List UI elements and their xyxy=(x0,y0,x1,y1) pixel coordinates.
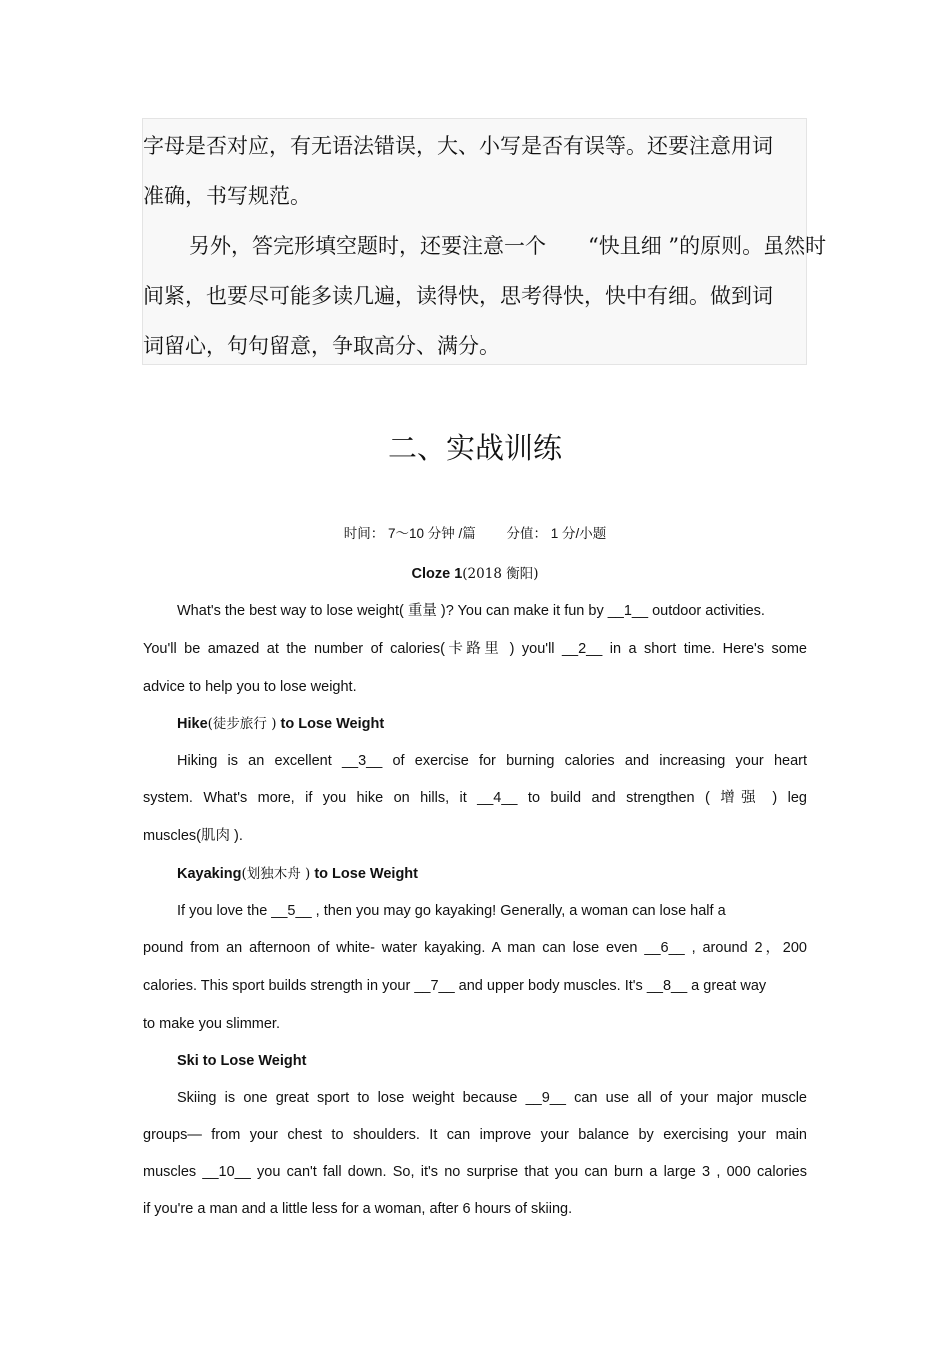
subheading-kayaking-rest: to Lose Weight xyxy=(314,866,418,882)
paragraph-1-line-2: You'll be amazed at the number of calories(卡路里 ) you'll __2__ in a short time. Here's some xyxy=(143,641,807,657)
paragraph-3-line-1: If you love the __5__ , then you may go kayaking! Generally, a woman can lose half a xyxy=(177,903,726,919)
paragraph-3-line-2: pound from an afternoon of white- water kayaking. A man can lose even __6__ , around 2，200 xyxy=(143,940,807,956)
paragraph-3-line-3: calories. This sport builds strength in your __7__ and upper body muscles. It's __8__ a great way xyxy=(143,978,767,994)
paragraph-2-line-3: muscles(肌肉 ). xyxy=(143,828,243,844)
paragraph-4-line-2: groups— from your chest to shoulders. It can improve your balance by exercising your main xyxy=(143,1127,807,1143)
subheading-kayaking xyxy=(143,865,807,883)
paragraph-3-line-4: to make you slimmer. xyxy=(143,1016,280,1032)
time-score-meta: 时间： 7～10 分钟 /篇 分值： 1 分/小题 xyxy=(343,526,607,541)
subheading-hike-note: (徒步旅行 ) xyxy=(207,716,277,732)
subheading-hike-rest: to Lose Weight xyxy=(280,716,385,732)
cloze-heading xyxy=(0,565,950,583)
intro-line-4: 间紧，也要尽可能多读几遍，读得快，思考得快，快中有细。做到词 xyxy=(143,284,773,308)
paragraph-4-line-4: if you're a man and a little less for a woman, after 6 hours of skiing. xyxy=(143,1201,573,1217)
intro-line-2: 准确，书写规范。 xyxy=(143,184,311,208)
paragraph-2-line-2: system. What's more, if you hike on hills, it __4__ to build and strengthen ( 增强 ) leg xyxy=(143,790,807,806)
subheading-hike xyxy=(143,715,807,733)
paragraph-4-line-1: Skiing is one great sport to lose weight because __9__ can use all of your major muscle xyxy=(177,1090,807,1106)
paragraph-4-line-3: muscles __10__ you can't fall down. So, it's no surprise that you can burn a large 3 , 000 calories xyxy=(143,1164,807,1180)
subheading-kayaking-bold: Kayaking xyxy=(177,866,242,882)
section-title: 二、实战训练 xyxy=(387,431,562,465)
cloze-heading-source: (2018 衡阳) xyxy=(462,566,539,582)
paragraph-1-line-3: advice to help you to lose weight. xyxy=(143,679,357,695)
intro-line-1: 字母是否对应，有无语法错误，大、小写是否有误等。还要注意用词 xyxy=(143,134,773,158)
subheading-hike-bold: Hike xyxy=(177,716,208,732)
paragraph-1-line-1: What's the best way to lose weight( 重量 )? You can make it fun by __1__ outdoor activities. xyxy=(177,603,765,619)
intro-line-5: 词留心，句句留意，争取高分、满分。 xyxy=(143,334,500,358)
intro-line-3: 另外，答完形填空题时，还要注意一个 “快且细 ”的原则。虽然时 xyxy=(189,234,827,258)
subheading-kayaking-note: (划独木舟 ) xyxy=(241,866,311,882)
cloze-heading-title: Cloze 1 xyxy=(411,566,463,582)
paragraph-2-line-1: Hiking is an excellent __3__ of exercise for burning calories and increasing your heart xyxy=(177,753,807,769)
subheading-ski: Ski to Lose Weight xyxy=(177,1053,307,1069)
